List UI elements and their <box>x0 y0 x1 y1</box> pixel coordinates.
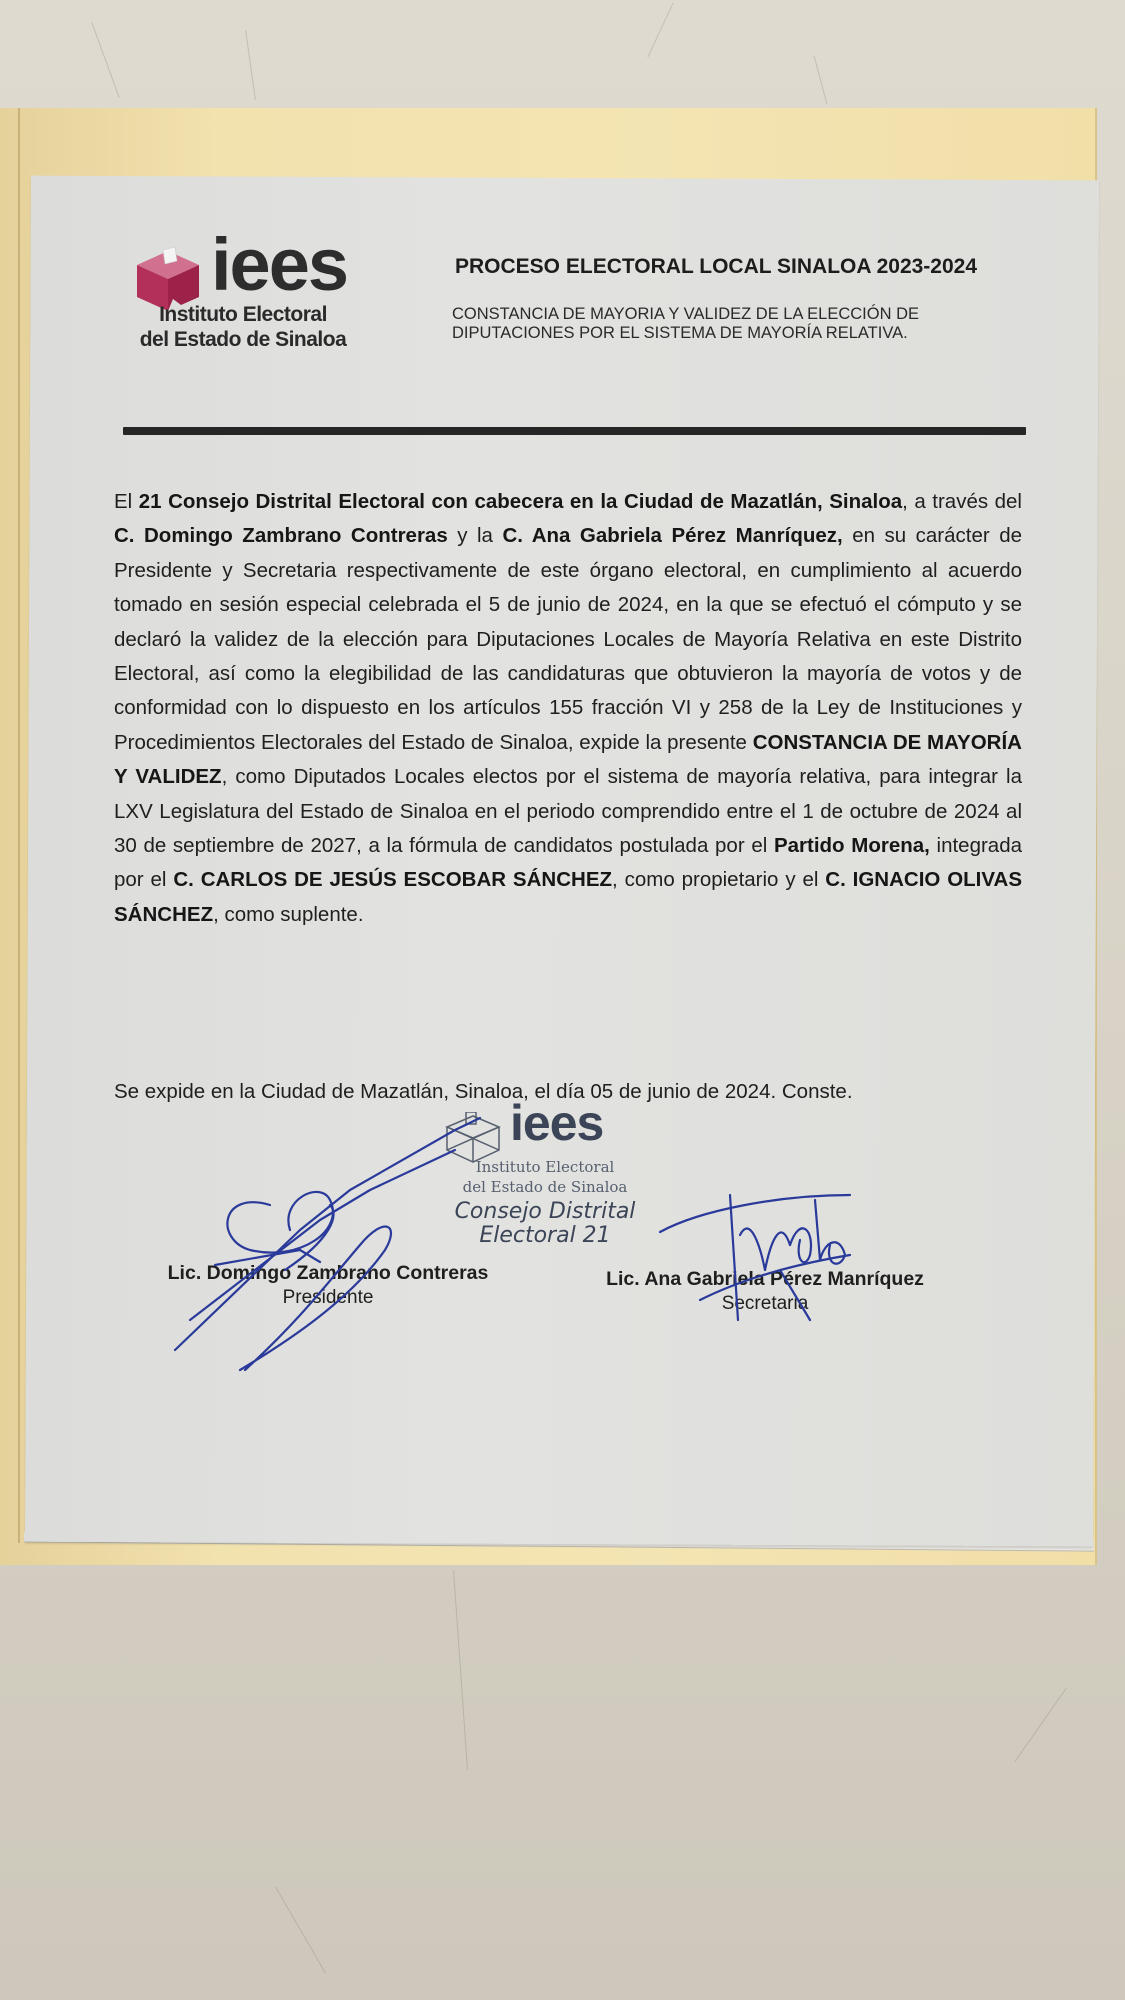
body-text-segment: El <box>114 490 139 513</box>
signature-block-secretary <box>585 1268 945 1315</box>
signature-block-president <box>148 1262 508 1309</box>
seal-council <box>430 1200 660 1248</box>
body-bold-segment: 21 Consejo Distrital Electoral con cabecera en la Ciudad de Mazatlán, Sinaloa <box>138 490 903 513</box>
header-divider <box>123 427 1026 435</box>
document-title: PROCESO ELECTORAL LOCAL SINALOA 2023-2024 <box>455 255 978 278</box>
body-text-segment: y la <box>447 524 503 548</box>
seal-council-line1: Consejo Distrital <box>454 1199 636 1224</box>
signer-name: Lic. Domingo Zambrano Contreras <box>167 1262 489 1284</box>
document-subtitle-line1: CONSTANCIA DE MAYORIA Y VALIDEZ DE LA ELECCIÓN DE <box>452 305 920 323</box>
logo-subtitle-line1: Instituto Electoral <box>159 303 327 326</box>
logo-wordmark: iees <box>211 223 348 306</box>
iees-logo <box>123 223 363 360</box>
seal-institute-line1: Instituto Electoral <box>475 1158 615 1176</box>
folder-edge <box>18 108 20 1543</box>
body-text-segment: en su carácter de Presidente y Secretaria respectivamente de este órgano electoral, en cumplimiento al acuerdo tomado en sesión especial celebrada el 5 de junio de 2024, en la que se efectuó el cómputo y se declaró la validez de la elección para Diputaciones Locales de Mayoría Relativa en este Distrito Electoral, así como la elegibilidad de las candidaturas que obtuvieron la mayoría de votos y de conformidad con lo dispuesto en los artículos 155 fracción VI y 258 de la Ley de Instituciones y Procedimientos Electorales del Estado de Sinaloa, expide la presente <box>114 524 1023 754</box>
signer-role: Presidente <box>282 1287 374 1308</box>
signer-role: Secretaria <box>721 1293 809 1314</box>
logo-subtitle-line2: del Estado de Sinaloa <box>139 328 347 351</box>
ballot-box-outline-icon <box>444 1112 502 1164</box>
body-bold-segment: Partido Morena, <box>773 834 930 858</box>
issue-statement: Se expide en la Ciudad de Mazatlán, Sinaloa, el día 05 de junio de 2024. Conste. <box>114 1080 853 1103</box>
body-text-segment: , como suplente. <box>213 902 364 926</box>
body-text-segment: , a través del <box>902 490 1022 513</box>
document-subtitle-line2: DIPUTACIONES POR EL SISTEMA DE MAYORÍA RELATIVA. <box>452 324 908 342</box>
body-bold-segment: C. IGNACIO OLIVAS SÁNCHEZ <box>114 868 1022 926</box>
body-text-segment: , como propietario y el <box>612 868 826 892</box>
official-seal <box>430 1095 660 1258</box>
body-text-segment: , como Diputados Locales electos por el sistema de mayoría relativa, para integrar la LXV Legislatura del Estado de Sinaloa en el periodo comprendido entre el 1 de octubre de 2024 al 30 de septiembre de 2027, a la fórmula de candidatos postulada por el <box>114 765 1022 858</box>
seal-council-line2: Electoral 21 <box>479 1223 611 1248</box>
body-text-segment: integrada por el <box>114 834 1022 892</box>
body-bold-segment: C. CARLOS DE JESÚS ESCOBAR SÁNCHEZ <box>173 868 613 892</box>
body-bold-segment: C. Ana Gabriela Pérez Manríquez, <box>502 524 843 548</box>
certificate-body <box>114 485 1022 932</box>
body-bold-segment: C. Domingo Zambrano Contreras <box>114 524 448 548</box>
seal-wordmark: iees <box>510 1095 604 1151</box>
document-subtitle <box>452 305 1032 343</box>
seal-institute-line2: del Estado de Sinaloa <box>462 1178 628 1196</box>
body-bold-segment: CONSTANCIA DE MAYORÍA Y VALIDEZ <box>114 730 1022 789</box>
signer-name: Lic. Ana Gabriela Pérez Manríquez <box>606 1268 924 1290</box>
logo-subtitle <box>123 302 363 352</box>
